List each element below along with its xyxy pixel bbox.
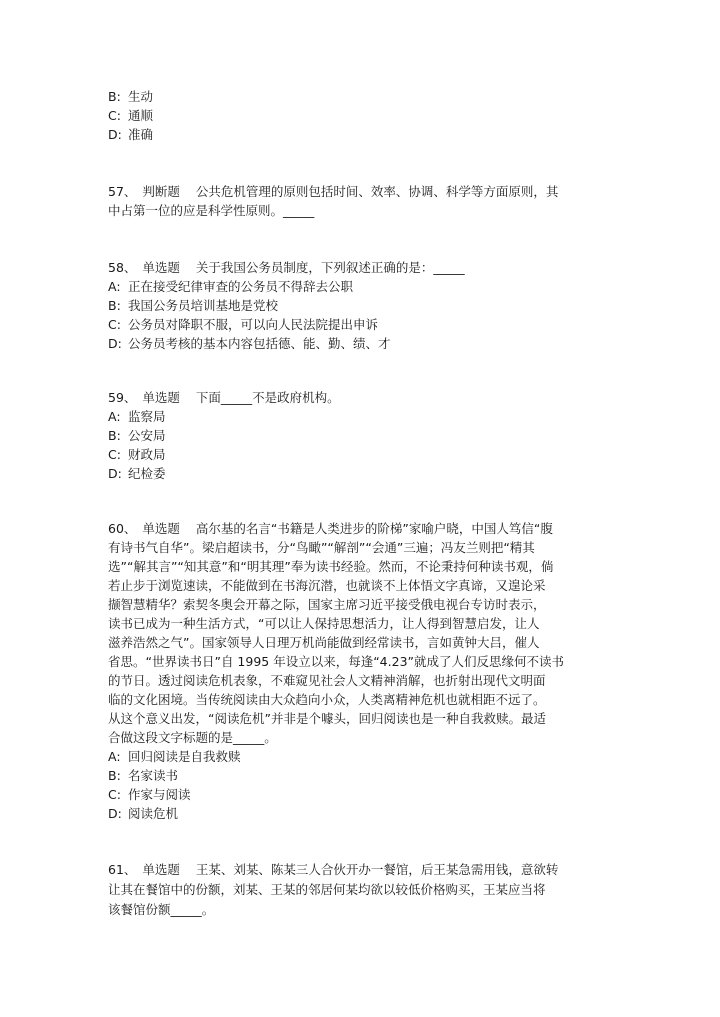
q61-heading: 61、 单选题 王某、刘某、陈某三人合伙开办一餐馆，后王某急需用钱，意欲转 [108,862,559,877]
q60-text-line: 合做这段文字标题的是_____。 [108,730,277,745]
q60-text-line: 有诗书气自华”。梁启超读书，分“鸟瞰”“解剖”“会通”三遍；冯友兰则把“精其 [108,540,535,555]
q59-option-c: C: 财政局 [108,447,166,462]
q60-option-a: A: 回归阅读是自我救赎 [108,749,241,764]
q57-text-line: 中占第一位的应是科学性原则。_____ [108,203,315,218]
q58-option-b: B: 我国公务员培训基地是党校 [108,298,279,313]
prev-option-c: C: 通顺 [108,108,154,123]
q58-option-d: D: 公务员考核的基本内容包括德、能、勤、绩、才 [108,336,391,351]
q60-text-line: 若止步于浏览速读，不能做到在书海沉潜，也就谈不上体悟文字真谛，又遑论采 [108,578,546,593]
q60-option-d: D: 阅读危机 [108,806,179,821]
q60-text-line: 省思。“世界读书日”自 1995 年设立以来，每逢“4.23”就成了人们反思缘何不读书 [108,654,564,669]
q58-heading: 58、 单选题 关于我国公务员制度，下列叙述正确的是：_____ [108,260,465,275]
q59-heading: 59、 单选题 下面_____不是政府机构。 [108,390,340,405]
q59-option-d: D: 纪检委 [108,466,166,481]
q61-text-line: 让其在餐馆中的份额，刘某、王某的邻居何某均欲以较低价格购买，王某应当将 [108,882,546,897]
q61-text-line: 该餐馆份额_____。 [108,902,215,917]
q58-option-a: A: 正在接受纪律审查的公务员不得辞去公职 [108,279,354,294]
q58-option-c: C: 公务员对降职不服，可以向人民法院提出申诉 [108,317,379,332]
q60-text-line: 从这个意义出发，“阅读危机”并非是个噱头，回归阅读也是一种自我救赎。最适 [108,711,546,726]
q60-text-line: 选”“解其言”“知其意”和“明其理”奉为读书经验。然而，不论秉持何种读书观，倘 [108,559,554,574]
q60-text-line: 滋养浩然之气”。国家领导人日理万机尚能做到经常读书，言如黄钟大吕，催人 [108,635,540,650]
q60-option-c: C: 作家与阅读 [108,787,191,802]
q60-text-line: 临的文化困境。当传统阅读由大众趋向小众，人类离精神危机也就相距不远了。 [108,692,546,707]
q59-option-a: A: 监察局 [108,409,166,424]
q60-text-line: 的节日。透过阅读危机表象，不难窥见社会人文精神消解，也折射出现代文明面 [108,673,546,688]
prev-option-d: D: 准确 [108,127,154,142]
q60-option-b: B: 名家读书 [108,768,179,783]
q59-option-b: B: 公安局 [108,428,166,443]
q60-text-line: 读书已成为一种生活方式，“可以让人保持思想活力，让人得到智慧启发，让人 [108,616,540,631]
q60-text-line: 撷智慧精华？索契冬奥会开幕之际，国家主席习近平接受俄电视台专访时表示， [108,597,546,612]
q60-heading: 60、 单选题 高尔基的名言“书籍是人类进步的阶梯”家喻户晓，中国人笃信“腹 [108,521,553,536]
prev-option-b: B: 生动 [108,89,154,104]
q57-heading: 57、 判断题 公共危机管理的原则包括时间、效率、协调、科学等方面原则，其 [108,184,559,199]
